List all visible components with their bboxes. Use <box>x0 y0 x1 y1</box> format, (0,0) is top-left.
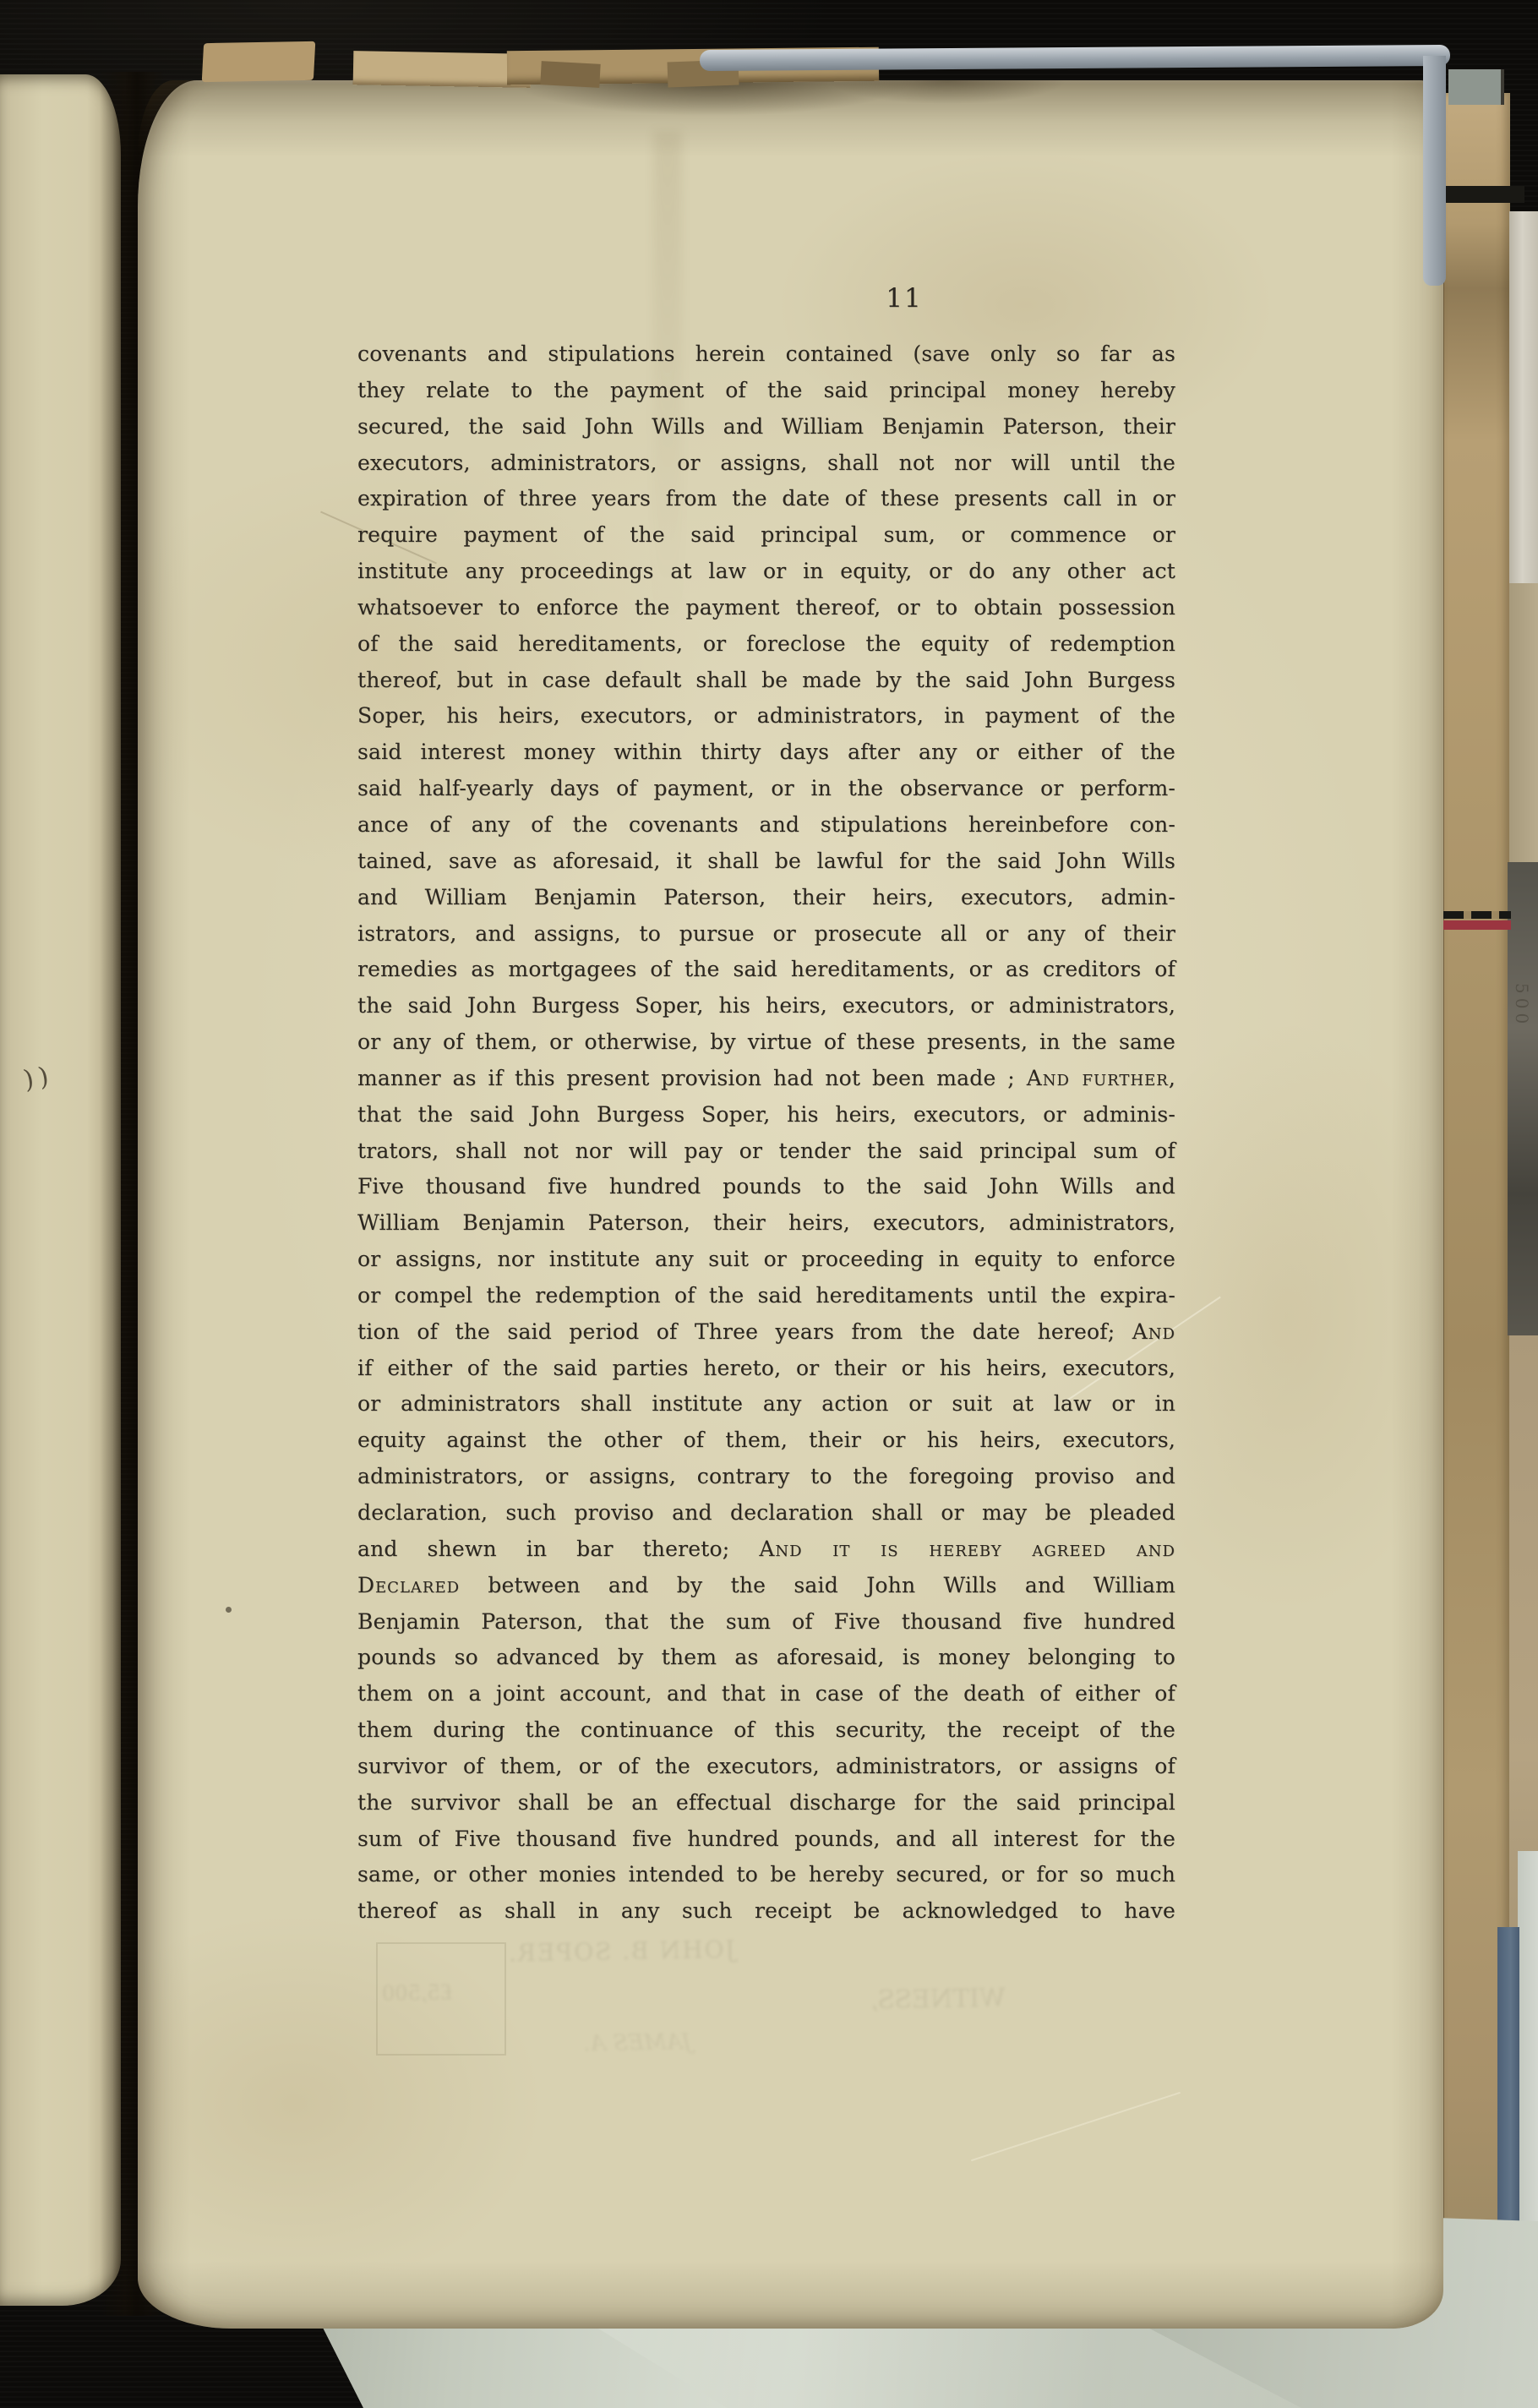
text-line: and shewn in bar thereto; And it is hereby agreed and <box>357 1536 1175 1561</box>
binding-rod-top <box>700 45 1450 71</box>
text-line: and William Benjamin Paterson, their heirs, executors, admin- <box>357 884 1175 909</box>
bleed-through-signature: JOHN B. SOPER. <box>506 1935 736 1968</box>
top-edge-smudge <box>138 80 1443 156</box>
text-line: administrators, or assigns, contrary to the foregoing proviso and <box>357 1464 1175 1489</box>
text-line: require payment of the said principal sum, or commence or <box>357 522 1175 548</box>
text-line: survivor of them, or of the executors, administrators, or assigns of <box>357 1753 1175 1778</box>
text-line: remedies as mortgagees of the said hereditaments, or as creditors of <box>357 957 1175 982</box>
edge-stripe-red <box>1443 920 1511 930</box>
bleed-through-witness-label: WITNESS, <box>870 1983 1006 2016</box>
text-line: same, or other monies intended to be hereby secured, or for so much <box>357 1862 1175 1887</box>
text-line: covenants and stipulations herein contained (save only so far as <box>357 341 1175 366</box>
text-line: Soper, his heirs, executors, or administrators, in payment of the <box>357 703 1175 729</box>
text-line: tion of the said period of Three years from the date hereof; And <box>357 1319 1175 1344</box>
text-line: executors, administrators, or assigns, shall not nor will until the <box>357 450 1175 475</box>
text-line: manner as if this present provision had not been made ; And further, <box>357 1065 1175 1090</box>
text-line: secured, the said John Wills and William Benjamin Paterson, their <box>357 413 1175 439</box>
text-line: thereof as shall in any such receipt be acknowledged to have <box>357 1898 1175 1924</box>
edge-corner-fragment <box>1448 69 1501 105</box>
page-edge-stack <box>1437 59 1538 2274</box>
ink-speck <box>226 1607 232 1613</box>
text-line: istrators, and assigns, to pursue or prosecute all or any of their <box>357 920 1175 946</box>
text-line: Five thousand five hundred pounds to the said John Wills and <box>357 1174 1175 1199</box>
text-line: institute any proceedings at law or in equity, or do any other act <box>357 559 1175 584</box>
text-line: expiration of three years from the date of these presents call in or <box>357 486 1175 511</box>
text-line: them during the continuance of this security, the receipt of the <box>357 1717 1175 1743</box>
text-line: equity against the other of them, their or his heirs, executors, <box>357 1428 1175 1453</box>
text-line: or any of them, or otherwise, by virtue of these presents, in the same <box>357 1029 1175 1055</box>
text-line: whatsoever to enforce the payment thereof, or to obtain possession <box>357 594 1175 620</box>
edge-outer-dark-strip <box>1508 862 1538 1335</box>
text-line: declaration, such proviso and declaration shall or may be pleaded <box>357 1500 1175 1525</box>
text-line: Benjamin Paterson, that the sum of Five thousand five hundred <box>357 1608 1175 1634</box>
edge-outer-light-strip <box>1509 211 1538 583</box>
edge-stripe-black <box>1443 911 1511 919</box>
text-line: Declared between and by the said John Wills and William <box>357 1572 1175 1597</box>
text-line: sum of Five thousand five hundred pounds, and all interest for the <box>357 1826 1175 1851</box>
text-line: or assigns, nor institute any suit or proceeding in equity to enforce <box>357 1247 1175 1272</box>
book-page <box>138 80 1443 2329</box>
bleed-through-witness-name: JAMES A. <box>582 2029 692 2057</box>
text-line: tained, save as aforesaid, it shall be lawful for the said John Wills <box>357 848 1175 873</box>
edge-black-band <box>1440 186 1524 203</box>
text-line: them on a joint account, and that in case of the death of either of <box>357 1681 1175 1706</box>
text-line: or compel the redemption of the said hereditaments until the expira- <box>357 1282 1175 1308</box>
text-line: pounds so advanced by them as aforesaid, is money belonging to <box>357 1645 1175 1670</box>
text-line: thereof, but in case default shall be made by the said John Burgess <box>357 667 1175 692</box>
text-line: said interest money within thirty days after any or either of the <box>357 740 1175 765</box>
edge-digits <box>1456 983 1532 1003</box>
page-number: 11 <box>886 283 923 314</box>
torn-paper-fray <box>540 61 600 88</box>
text-line: said half-yearly days of payment, or in the observance or perform- <box>357 776 1175 801</box>
torn-paper-fray <box>353 51 532 88</box>
text-line: that the said John Burgess Soper, his heirs, executors, or adminis- <box>357 1101 1175 1127</box>
text-line: William Benjamin Paterson, their heirs, executors, administrators, <box>357 1210 1175 1236</box>
text-line: ance of any of the covenants and stipulations hereinbefore con- <box>357 811 1175 837</box>
torn-paper-fray <box>202 41 316 82</box>
text-line: they relate to the payment of the said principal money hereby <box>357 377 1175 402</box>
text-line: the said John Burgess Soper, his heirs, executors, or administrators, <box>357 993 1175 1018</box>
text-line: trators, shall not nor will pay or tender the said principal sum of <box>357 1138 1175 1163</box>
text-line: if either of the said parties hereto, or their or his heirs, executors, <box>357 1355 1175 1380</box>
binding-rod-side <box>1423 56 1446 286</box>
edge-outer-mid-strip <box>1509 583 1538 862</box>
text-line: of the said hereditaments, or foreclose the equity of redemption <box>357 631 1175 656</box>
text-line: the survivor shall be an effectual discharge for the said principal <box>357 1789 1175 1815</box>
body-text <box>357 336 1175 1934</box>
text-line: or administrators shall institute any action or suit at law or in <box>357 1391 1175 1417</box>
pen-marks: )) <box>21 1061 57 1095</box>
bleed-through-amount: £5,500 <box>381 1980 454 2006</box>
scratch-mark <box>971 2092 1181 2161</box>
